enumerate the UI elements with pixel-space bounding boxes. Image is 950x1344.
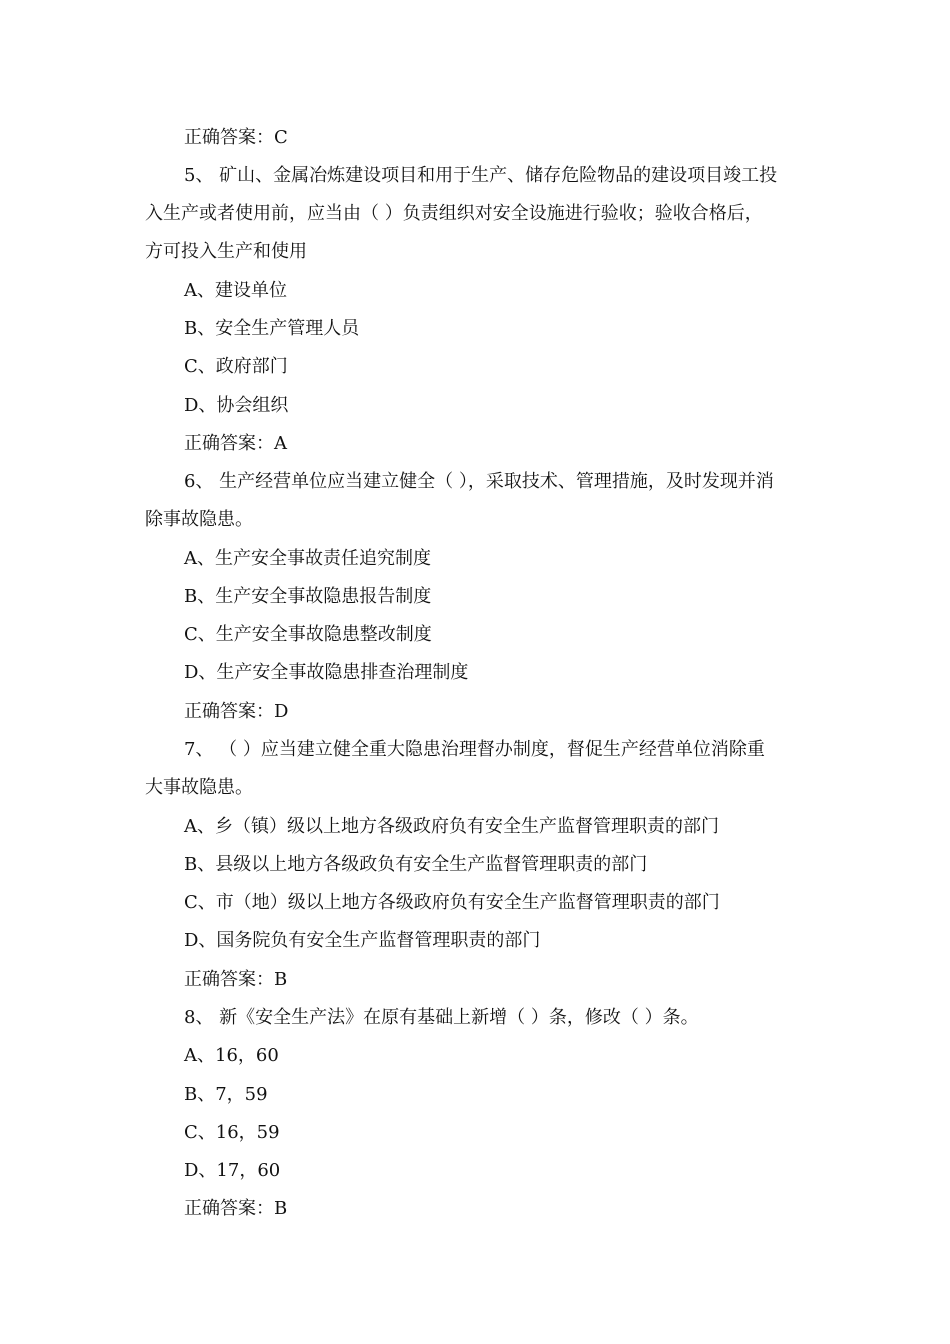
answer-q5: 正确答案：A bbox=[184, 433, 287, 454]
question-5-line3: 方可投入生产和使用 bbox=[145, 241, 307, 262]
option-6d: D、生产安全事故隐患排查治理制度 bbox=[184, 662, 469, 683]
option-7a: A、乡（镇）级以上地方各级政府负有安全生产监督管理职责的部门 bbox=[184, 816, 719, 837]
question-7-line2: 大事故隐患。 bbox=[145, 777, 253, 798]
option-6c: C、生产安全事故隐患整改制度 bbox=[184, 624, 432, 645]
option-8d: D、17，60 bbox=[184, 1160, 281, 1181]
question-5-line1: 5、 矿山、金属冶炼建设项目和用于生产、储存危险物品的建设项目竣工投 bbox=[184, 165, 778, 186]
answer-q6: 正确答案：D bbox=[184, 701, 289, 722]
answer-q4: 正确答案：C bbox=[184, 127, 288, 148]
answer-q8: 正确答案：B bbox=[184, 1198, 288, 1219]
option-7c: C、市（地）级以上地方各级政府负有安全生产监督管理职责的部门 bbox=[184, 892, 720, 913]
option-8a: A、16，60 bbox=[184, 1045, 279, 1066]
option-5c: C、政府部门 bbox=[184, 356, 288, 377]
answer-q7: 正确答案：B bbox=[184, 969, 288, 990]
question-7-line1: 7、 （ ）应当建立健全重大隐患治理督办制度，督促生产经营单位消除重 bbox=[184, 739, 765, 760]
option-6b: B、生产安全事故隐患报告制度 bbox=[184, 586, 432, 607]
question-6-line2: 除事故隐患。 bbox=[145, 509, 253, 530]
option-8c: C、16，59 bbox=[184, 1122, 280, 1143]
option-5b: B、安全生产管理人员 bbox=[184, 318, 360, 339]
question-6-line1: 6、 生产经营单位应当建立健全（ ），采取技术、管理措施，及时发现并消 bbox=[184, 471, 774, 492]
option-5a: A、建设单位 bbox=[184, 280, 287, 301]
option-7d: D、国务院负有安全生产监督管理职责的部门 bbox=[184, 930, 541, 951]
option-5d: D、协会组织 bbox=[184, 395, 289, 416]
option-8b: B、7，59 bbox=[184, 1084, 268, 1105]
question-8-line1: 8、 新《安全生产法》在原有基础上新增（ ）条，修改（ ）条。 bbox=[184, 1007, 699, 1028]
question-5-line2: 入生产或者使用前，应当由（ ）负责组织对安全设施进行验收；验收合格后， bbox=[145, 203, 763, 224]
option-7b: B、县级以上地方各级政负有安全生产监督管理职责的部门 bbox=[184, 854, 648, 875]
option-6a: A、生产安全事故责任追究制度 bbox=[184, 548, 431, 569]
